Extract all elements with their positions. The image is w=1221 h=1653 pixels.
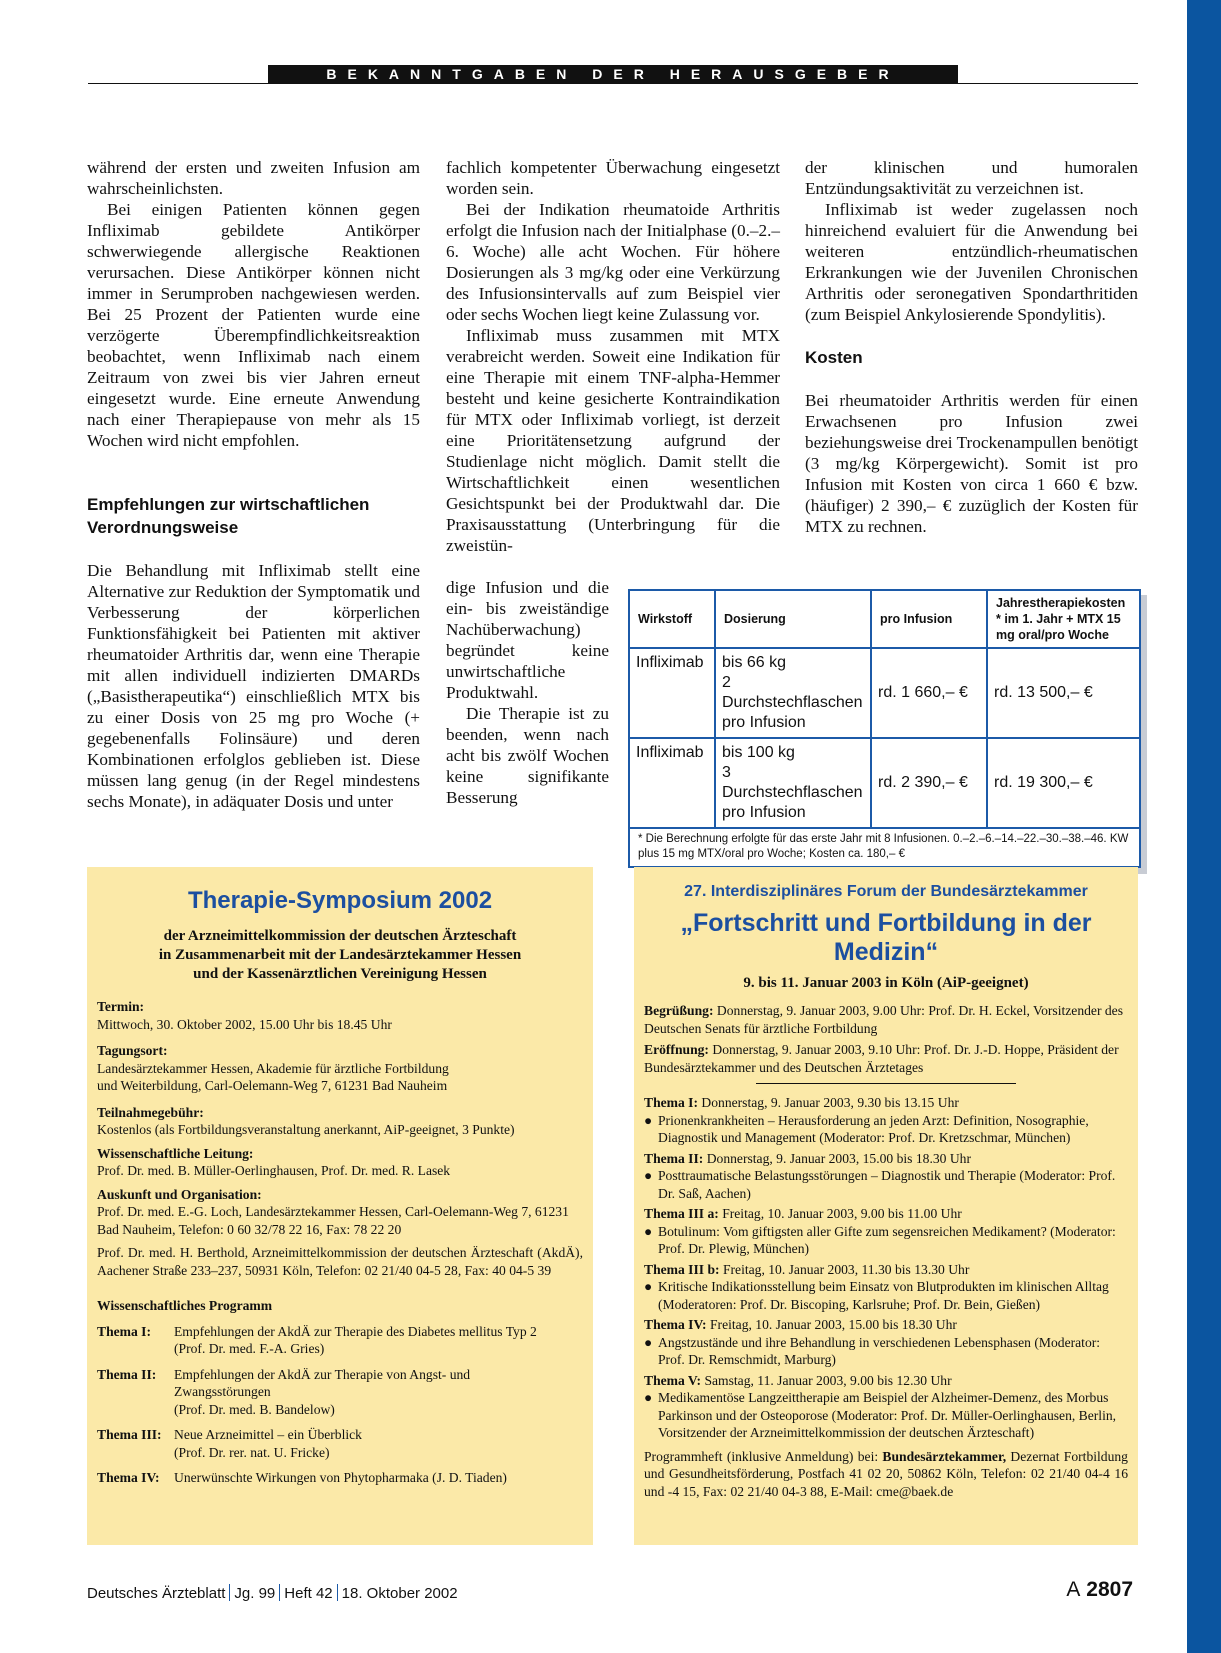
program-value: Neue Arzneimittel – ein Überblick — [174, 1427, 362, 1442]
info-gebuehr — [87, 1104, 593, 1139]
program-item — [87, 1366, 593, 1419]
dosage-line: pro Infusion — [722, 714, 806, 731]
thema-key: Thema II: — [644, 1150, 704, 1166]
table-header: Dosierung — [715, 591, 871, 648]
thema-when — [634, 1261, 1138, 1279]
column-2-narrow — [446, 577, 609, 808]
thema-bullet — [634, 1334, 1138, 1369]
info-value: Kostenlos (als Fortbildungsveranstaltung anerkannt, AiP-geeignet, 3 Punkte) — [97, 1122, 515, 1137]
page-prefix: A — [1066, 1578, 1081, 1601]
table-row — [630, 648, 1139, 738]
info-value: Prof. Dr. med. E.-G. Loch, Landesärztekammer Hessen, Carl-Oelemann-Weg 7, 61231 Bad Nauheim, Telefon: 0 60 32/78 22 16, Fax: 78 22 20 — [97, 1204, 569, 1237]
bullet-icon: ● — [644, 1168, 653, 1183]
info-label: Eröffnung: — [644, 1042, 709, 1057]
subtitle-line: der Arzneimittelkommission der deutschen Ärzteschaft — [163, 928, 517, 944]
paragraph: Die Therapie ist zu beenden, wenn nach acht bis zwölf Wochen keine signifikante Besserung — [446, 704, 609, 807]
thema-when-value: Donnerstag, 9. Januar 2003, 15.00 bis 18.30 Uhr — [706, 1150, 971, 1166]
info-value: Donnerstag, 9. Januar 2003, 9.00 Uhr: Prof. Dr. H. Eckel, Vorsitzender des Deutschen Senats für ärztliche Fortbildung — [644, 1003, 1124, 1036]
thema-when — [634, 1316, 1138, 1334]
program-value: Empfehlungen der AkdÄ zur Therapie des Diabetes mellitus Typ 2 — [174, 1323, 537, 1339]
section-heading: Empfehlungen zur wirtschaftlichen Verordnungsweise — [87, 495, 370, 537]
table-cell: rd. 2 390,– € — [871, 738, 987, 828]
program-value: (Prof. Dr. med. B. Bandelow) — [174, 1401, 335, 1417]
info-label: Auskunft und Organisation: — [97, 1186, 262, 1202]
box-title: „Fortschritt und Fortbildung in der Medizin“ — [680, 909, 1092, 966]
program-key: Thema III: — [97, 1427, 162, 1442]
paragraph: Infliximab ist weder zugelassen noch hinreichend evaluiert für die Anwendung bei weiteren entzündlich-rheumatischen Erkrankungen wie der Juvenilen Chronischen Arthritis oder seronegativen Spondarthritiden (zum Beispiel Ankylosierende Spondylitis). — [805, 200, 1138, 324]
info-value: Donnerstag, 9. Januar 2003, 9.10 Uhr: Prof. Dr. J.-D. Hoppe, Präsident der Bundesärztekammer und des Deutschen Ärztetages — [644, 1042, 1119, 1075]
info-label: Begrüßung: — [644, 1003, 714, 1018]
page-value: 2807 — [1086, 1578, 1133, 1601]
box-title: Therapie-Symposium 2002 — [187, 887, 493, 914]
forum-box — [634, 867, 1138, 1545]
issue: Heft 42 — [284, 1585, 333, 1602]
page-number — [1066, 1578, 1133, 1602]
program-value: Empfehlungen der AkdÄ zur Therapie von Angst- und Zwangsstörungen — [174, 1366, 471, 1399]
journal-name: Deutsches Ärzteblatt — [87, 1585, 226, 1602]
thema-bullet — [634, 1389, 1138, 1442]
footer-citation — [87, 1584, 458, 1602]
info-termin — [87, 998, 593, 1033]
thema-when — [634, 1150, 1138, 1168]
dosage-line: 3 Durchstechflaschen — [722, 764, 863, 801]
thema-key: Thema I: — [644, 1095, 698, 1110]
volume: Jg. 99 — [234, 1585, 276, 1602]
edge-color-bar — [1187, 0, 1221, 1653]
info-label: Termin: — [97, 999, 145, 1014]
thema-when — [634, 1094, 1138, 1112]
table-row — [630, 738, 1139, 828]
thema-bullet — [634, 1167, 1138, 1202]
bullet-icon: ● — [644, 1279, 653, 1294]
thema-bullet — [634, 1112, 1138, 1147]
table-cell: Infliximab — [630, 648, 715, 738]
subtitle-line: und der Kassenärztlichen Vereinigung Hessen — [193, 966, 487, 982]
info-value: Landesärztekammer Hessen, Akademie für ärztliche Fortbildung — [97, 1060, 449, 1076]
program-value: (Prof. Dr. rer. nat. U. Fricke) — [174, 1444, 330, 1460]
paragraph: Bei rheumatoider Arthritis werden für einen Erwachsenen pro Infusion zwei beziehungsweise drei Trockenampullen benötigt (3 mg/kg Körpergewicht). Somit ist pro Infusion mit Kosten von circa 1 660 € bzw. (häufiger) 2 390,– € zuzüglich der Kosten für MTX zu rechnen. — [805, 391, 1138, 536]
thema-when — [634, 1372, 1138, 1390]
program-key: Thema II: — [97, 1366, 157, 1382]
thema-text: Posttraumatische Belastungsstörungen – Diagnostik und Therapie (Moderator: Prof. Dr. Saß, Aachen) — [658, 1168, 1116, 1201]
thema-text: Prionenkrankheiten – Herausforderung an jeden Arzt: Definition, Nosographie, Diagnostik und Management (Moderator: Prof. Dr. Kretzschmar, München) — [658, 1112, 1089, 1145]
program-value: (Prof. Dr. med. F.-A. Gries) — [174, 1341, 325, 1356]
info-label: Wissenschaftliche Leitung: — [97, 1145, 254, 1161]
bullet-icon: ● — [644, 1334, 653, 1350]
paragraph: Bei einigen Patienten können gegen Infliximab gebildete Antikörper schwerwiegende allergische Reaktionen verursachen. Diese Antikörper können nicht immer in Serumproben nachgewiesen werden. Bei 25 Prozent der Patienten wurde eine verzögerte Überempfindlichkeitsreaktion beobachtet, wenn Infliximab nach einem Zeitraum von zwei bis vier Jahren erneut eingesetzt wurde. Eine erneute Anwendung nach einer Therapiepause von mehr als 15 Wochen wird nicht empfohlen. — [87, 200, 420, 450]
info-leitung — [87, 1145, 593, 1180]
program-item — [87, 1426, 593, 1461]
table-cell: rd. 19 300,– € — [987, 738, 1139, 828]
paragraph: Die Behandlung mit Infliximab stellt eine Alternative zur Reduktion der Symptomatik und Verbesserung der körperlichen Funktionsfähigkeit bei Patienten mit aktiver rheumatoider Arthritis dar, wenn eine Therapie mit allen individuell indizierten DMARDs („Basistherapeutika“) einschließlich MTX bis zu einer Dosis von 25 mg pro Woche (+ gegebenenfalls Folinsäure) und deren Kombinationen erfolglos geblieben ist. Diese müssen lang genug (in der Regel mindestens sechs Monate), in adäquater Dosis und unter — [87, 561, 420, 811]
box-dates: 9. bis 11. Januar 2003 in Köln (AiP-geeignet) — [743, 975, 1029, 991]
column-2 — [446, 157, 780, 556]
bullet-icon: ● — [644, 1390, 653, 1405]
program-item — [87, 1469, 593, 1487]
program-item — [87, 1323, 593, 1358]
dosage-line: bis 100 kg — [722, 744, 795, 761]
divider — [756, 1083, 1016, 1084]
paragraph: während der ersten und zweiten Infusion am wahrscheinlichsten. — [87, 158, 420, 198]
table-cell: Infliximab — [630, 738, 715, 828]
thema-text: Angstzustände und ihre Behandlung in verschiedenen Lebensphasen (Moderator: Prof. Dr. Remschmidt, Marburg) — [658, 1334, 1101, 1367]
column-1 — [87, 157, 420, 812]
table-header: pro Infusion — [871, 591, 987, 648]
thema-when-value: Freitag, 10. Januar 2003, 9.00 bis 11.00 Uhr — [722, 1206, 962, 1221]
thema-when-value: Samstag, 11. Januar 2003, 9.00 bis 12.30 Uhr — [704, 1372, 952, 1388]
thema-text: Medikamentöse Langzeittherapie am Beispiel der Alzheimer-Demenz, des Morbus Parkinson und der Osteoporose (Moderator: Prof. Dr. Müller-Oerlinghausen, Berlin, Vorsitzender der Arzneimittelkommission der deutschen Ärzteschaft) — [658, 1390, 1117, 1440]
box-kicker: 27. Interdisziplinäres Forum der Bundesärztekammer — [684, 883, 1088, 900]
info-value: und Weiterbildung, Carl-Oelemann-Weg 7, 61231 Bad Nauheim — [97, 1078, 448, 1093]
program-key: Thema I: — [97, 1323, 151, 1339]
table-header: Jahrestherapiekosten * im 1. Jahr + MTX 15 mg oral/pro Woche — [987, 591, 1139, 648]
table-footnote: * Die Berechnung erfolgte für das erste Jahr mit 8 Infusionen. 0.–2.–6.–14.–22.–30.–38.–46. KW plus 15 mg MTX/oral pro Woche; Kosten ca. 180,– € — [638, 833, 1129, 860]
table-cell: rd. 1 660,– € — [871, 648, 987, 738]
symposium-box — [87, 867, 593, 1545]
dosage-line: pro Infusion — [722, 804, 806, 821]
thema-text: Botulinum: Vom giftigsten aller Gifte zum segensreichen Medikament? (Moderator: Prof. Dr. Plewig, München) — [658, 1223, 1116, 1256]
thema-when-value: Freitag, 10. Januar 2003, 15.00 bis 18.30 Uhr — [709, 1317, 957, 1332]
program-value: Unerwünschte Wirkungen von Phytopharmaka (J. D. Tiaden) — [174, 1470, 507, 1485]
thema-key: Thema IV: — [644, 1317, 707, 1332]
program-label — [87, 1297, 593, 1315]
table-cell — [715, 738, 871, 828]
thema-bullet — [634, 1278, 1138, 1313]
info-auskunft — [87, 1186, 593, 1280]
box-subtitle — [87, 927, 593, 984]
contact-text: Programmheft (inklusive Anmeldung) bei: — [644, 1448, 883, 1464]
info-ort — [87, 1042, 593, 1095]
thema-key: Thema V: — [644, 1372, 702, 1388]
table-cell: rd. 13 500,– € — [987, 648, 1139, 738]
info-value: Prof. Dr. med. B. Müller-Oerlinghausen, Prof. Dr. med. R. Lasek — [97, 1163, 451, 1178]
column-3 — [805, 157, 1138, 537]
paragraph: der klinischen und humoralen Entzündungsaktivität zu verzeichnen ist. — [805, 158, 1138, 198]
info-begruessung — [634, 1002, 1138, 1037]
thema-key: Thema III b: — [644, 1261, 720, 1277]
contact-text: Dezernat Fortbildung und Gesundheitsförderung, Postfach 41 02 20, 50862 Köln, Telefon: 02 21/40 04-4 16 und -4 15, Fax: 02 21/40 04-3 88, E-Mail: cme@baek.de — [644, 1448, 1128, 1499]
section-heading: Kosten — [805, 348, 863, 367]
paragraph: fachlich kompetenter Überwachung eingesetzt worden sein. — [446, 158, 780, 198]
dosage-line: bis 66 kg — [722, 654, 787, 671]
program-key: Thema IV: — [97, 1470, 160, 1485]
info-eroeffnung — [634, 1041, 1138, 1076]
info-label: Tagungsort: — [97, 1043, 168, 1058]
table-header: Wirkstoff — [630, 591, 715, 648]
contact-info — [634, 1448, 1138, 1501]
table-cell — [715, 648, 871, 738]
issue-date: 18. Oktober 2002 — [341, 1585, 458, 1602]
info-value: Prof. Dr. med. H. Berthold, Arzneimittelkommission der deutschen Ärzteschaft (AkdÄ), Aachener Straße 233–237, 50931 Köln, Telefon: 02 21/40 04-5 28, Fax: 40 04-5 39 — [97, 1245, 583, 1278]
info-label: Teilnahmegebühr: — [97, 1104, 204, 1120]
thema-when — [634, 1205, 1138, 1223]
bullet-icon: ● — [644, 1112, 653, 1128]
thema-when-value: Freitag, 10. Januar 2003, 11.30 bis 13.30 Uhr — [722, 1261, 970, 1277]
thema-key: Thema III a: — [644, 1206, 719, 1221]
bullet-icon: ● — [644, 1223, 653, 1239]
paragraph: Infliximab muss zusammen mit MTX verabreicht werden. Soweit eine Indikation für eine Therapie mit einem TNF-alpha-Hemmer besteht und keine gesicherte Kontraindikation für MTX oder Infliximab vorliegt, ist derzeit eine Prioritätensetzung aufgrund der Studienlage nicht möglich. Damit stellt die Wirtschaftlichkeit einen wesentlichen Gesichtspunkt bei der Produktwahl dar. Die Praxisausstattung (Unterbringung für die zweistün- — [446, 326, 780, 555]
contact-org: Bundesärztekammer, — [882, 1448, 1007, 1464]
paragraph: Bei der Indikation rheumatoide Arthritis erfolgt die Infusion nach der Initialphase (0.–2.–6. Woche) alle acht Wochen. Für höhere Dosierungen als 3 mg/kg oder eine Verkürzung des Infusionsintervalls auf zum Beispiel vier oder sechs Wochen liegt keine Zulassung vor. — [446, 200, 780, 324]
cost-table — [628, 589, 1141, 868]
dosage-line: 2 Durchstechflaschen — [722, 674, 863, 711]
thema-when-value: Donnerstag, 9. Januar 2003, 9.30 bis 13.15 Uhr — [701, 1095, 959, 1110]
section-header: BEKANNTGABEN DER HERAUSGEBER — [268, 65, 958, 84]
paragraph: dige Infusion und die ein- bis zweiständige Nachüberwachung) begründet keine unwirtschaftliche Produktwahl. — [446, 578, 609, 702]
info-label: Wissenschaftliches Programm — [97, 1298, 273, 1313]
info-value: Mittwoch, 30. Oktober 2002, 15.00 Uhr bis 18.45 Uhr — [97, 1016, 392, 1032]
thema-text: Kritische Indikationsstellung beim Einsatz von Blutprodukten im klinischen Alltag (Moderatoren: Prof. Dr. Biscoping, Karlsruhe; Prof. Dr. Bein, Gießen) — [658, 1279, 1109, 1312]
subtitle-line: in Zusammenarbeit mit der Landesärztekammer Hessen — [158, 947, 522, 963]
thema-bullet — [634, 1223, 1138, 1258]
